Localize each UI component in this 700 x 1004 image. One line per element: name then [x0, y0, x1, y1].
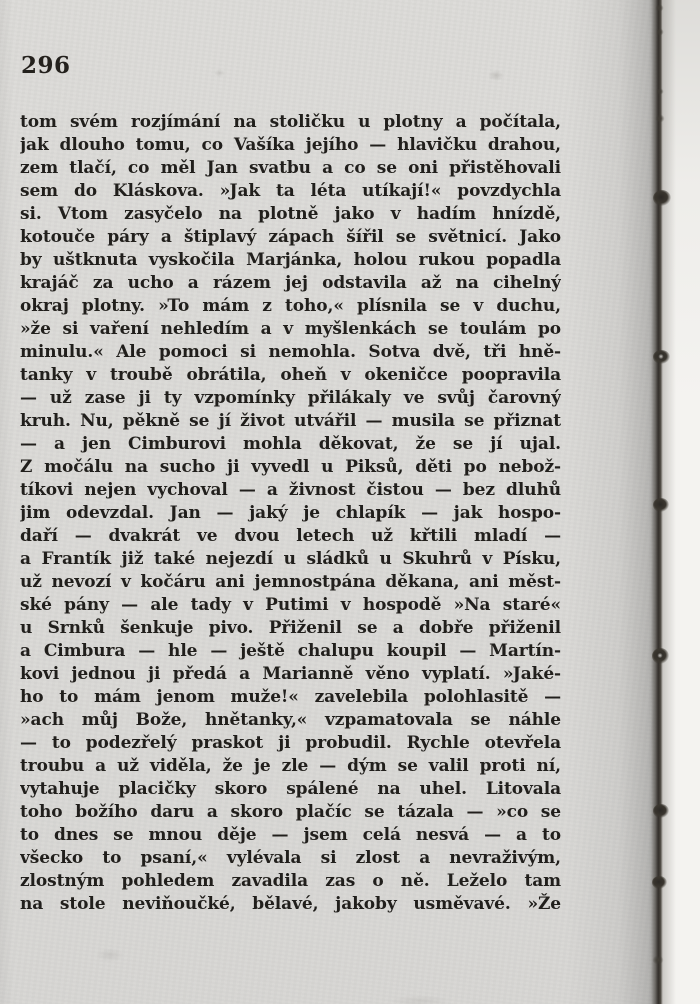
text-line: toho božího daru a skoro plačíc se tázala — »co se: [20, 802, 561, 822]
text-line: si. Vtom zasyčelo na plotně jako v hadím hnízdě,: [20, 204, 561, 224]
nub-glint: [657, 653, 663, 659]
text-line: — už zase ji ty vzpomínky přilákaly ve svůj čarovný: [20, 388, 561, 408]
text-line: sem do Kláskova. »Jak ta léta utíkají!« povzdychla: [20, 181, 561, 201]
paper-smudge: [214, 69, 225, 77]
page-edge-nub: [652, 955, 664, 965]
text-line: Z močálu na sucho ji vyvedl u Piksů, děti po nebož-: [20, 457, 561, 477]
nub-glint: [658, 354, 664, 359]
text-line: okraj plotny. »To mám z toho,« plísnila se v duchu,: [20, 296, 561, 316]
paper-smudge: [390, 995, 450, 1004]
page-edge-nub: [653, 498, 669, 512]
paper-smudge: [488, 70, 504, 81]
page-edge-nub: [655, 114, 665, 123]
text-line: kovi jednou ji předá a Marianně věno vyplatí. »Jaké-: [20, 664, 561, 684]
page-number: 296: [21, 52, 71, 79]
text-line: ské pány — ale tady v Putimi v hospodě »Na staré«: [20, 595, 561, 615]
text-line: troubu a už viděla, že je zle — dým se valil proti ní,: [20, 756, 561, 776]
text-line: zlostným pohledem zavadila zas o ně. Leželo tam: [20, 871, 561, 891]
page-edge-nub: [656, 28, 664, 36]
text-line: zem tlačí, co měl Jan svatbu a co se oni přistěhovali: [20, 158, 561, 178]
text-line: by uštknuta vyskočila Marjánka, holou rukou popadla: [20, 250, 561, 270]
paper-smudge: [96, 948, 124, 962]
text-line: minulu.« Ale pomoci si nemohla. Sotva dvě, tři hně-: [20, 342, 561, 362]
page-edge-nub: [652, 648, 669, 664]
page-edge-nub: [653, 350, 670, 364]
text-line: krajáč za ucho a rázem jej odstavila až na cihelný: [20, 273, 561, 293]
text-line: kotouče páry a štiplavý zápach šířil se světnicí. Jako: [20, 227, 561, 247]
text-line: na stole neviňoučké, bělavé, jakoby usměvavé. »Že: [20, 894, 561, 914]
text-line: tíkovi nejen vychoval — a živnost čistou — bez dluhů: [20, 480, 561, 500]
page-edge-nub: [653, 804, 669, 818]
text-line: — to podezřelý praskot ji probudil. Rychle otevřela: [20, 733, 561, 753]
text-line: jim odevzdal. Jan — jaký je chlapík — jak hospo-: [20, 503, 561, 523]
body-text: [20, 111, 561, 916]
text-line: a Frantík již také nejezdí u sládků u Skuhrů v Písku,: [20, 549, 561, 569]
text-line: jak dlouho tomu, co Vašíka jejího — hlavičku drahou,: [20, 135, 561, 155]
text-line: daří — dvakrát ve dvou letech už křtili mladí —: [20, 526, 561, 546]
text-line: už nevozí v kočáru ani jemnostpána děkana, ani měst-: [20, 572, 561, 592]
text-line: všecko to psaní,« vylévala si zlost a nevraživým,: [20, 848, 561, 868]
text-line: to dnes se mnou děje — jsem celá nesvá — a to: [20, 825, 561, 845]
text-line: »ach můj Bože, hnětanky,« vzpamatovala se náhle: [20, 710, 561, 730]
text-line: ho to mám jenom muže!« zavelebila polohlasitě —: [20, 687, 561, 707]
page-edge-nub: [652, 876, 667, 889]
text-line: kruh. Nu, pěkně se jí život utvářil — musila se přiznat: [20, 411, 561, 431]
page-edge-nub: [653, 190, 671, 206]
text-line: a Cimbura — hle — ještě chalupu koupil — Martín-: [20, 641, 561, 661]
text-line: vytahuje placičky skoro spálené na uhel. Litovala: [20, 779, 561, 799]
text-line: tom svém rozjímání na stoličku u plotny a počítala,: [20, 112, 561, 132]
text-line: tanky v troubě obrátila, oheň v okeničce poopravila: [20, 365, 561, 385]
text-line: u Srnků šenkuje pivo. Přiženil se a dobře přiženil: [20, 618, 561, 638]
page-edge-nub: [656, 88, 664, 95]
text-line: »že si vaření nehledím a v myšlenkách se toulám po: [20, 319, 561, 339]
text-line: — a jen Cimburovi mohla děkovat, že se jí ujal.: [20, 434, 561, 454]
page-edge-nub: [655, 4, 664, 12]
